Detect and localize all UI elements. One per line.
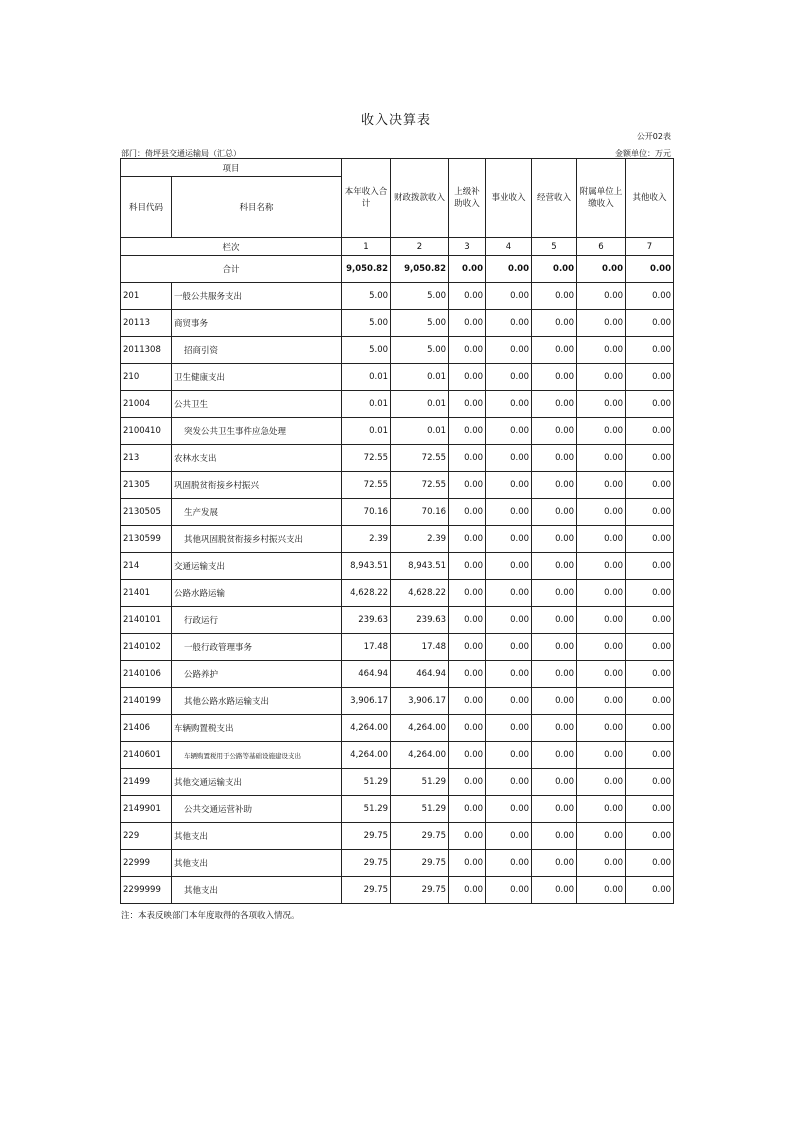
header-col-1: 本年收入合计 bbox=[342, 159, 391, 238]
subject-name: 商贸事务 bbox=[172, 310, 342, 337]
subject-name: 农林水支出 bbox=[172, 445, 342, 472]
subject-name: 其他巩固脱贫衔接乡村振兴支出 bbox=[172, 526, 342, 553]
amount-cell: 0.00 bbox=[577, 715, 626, 742]
amount-cell: 4,264.00 bbox=[391, 742, 449, 769]
subject-name: 车辆购置税用于公路等基础设施建设支出 bbox=[172, 742, 342, 769]
amount-cell: 4,264.00 bbox=[342, 715, 391, 742]
amount-cell: 0.00 bbox=[577, 661, 626, 688]
subject-name: 卫生健康支出 bbox=[172, 364, 342, 391]
amount-cell: 29.75 bbox=[391, 850, 449, 877]
subject-code: 22999 bbox=[121, 850, 172, 877]
amount-cell: 0.00 bbox=[449, 364, 486, 391]
amount-cell: 0.00 bbox=[626, 283, 674, 310]
amount-cell: 0.00 bbox=[486, 337, 532, 364]
table-row bbox=[121, 526, 674, 553]
amount-cell: 0.00 bbox=[532, 526, 577, 553]
page-title: 收入决算表 bbox=[360, 113, 431, 128]
table-row bbox=[121, 850, 674, 877]
amount-cell: 0.00 bbox=[532, 553, 577, 580]
header-col-5: 经营收入 bbox=[532, 159, 577, 238]
amount-cell: 0.00 bbox=[532, 715, 577, 742]
amount-cell: 0.00 bbox=[486, 310, 532, 337]
amount-cell: 0.00 bbox=[449, 769, 486, 796]
index-cell: 4 bbox=[486, 238, 532, 256]
amount-cell: 0.00 bbox=[577, 472, 626, 499]
table-row bbox=[121, 364, 674, 391]
amount-cell: 0.00 bbox=[486, 742, 532, 769]
amount-cell: 0.00 bbox=[532, 499, 577, 526]
amount-cell: 0.00 bbox=[449, 823, 486, 850]
amount-cell: 0.00 bbox=[577, 391, 626, 418]
table-row bbox=[121, 769, 674, 796]
amount-cell: 0.00 bbox=[626, 391, 674, 418]
subject-code: 21499 bbox=[121, 769, 172, 796]
amount-cell: 0.00 bbox=[626, 472, 674, 499]
amount-cell: 3,906.17 bbox=[342, 688, 391, 715]
total-value: 0.00 bbox=[486, 256, 532, 283]
amount-cell: 0.00 bbox=[449, 445, 486, 472]
subject-code: 2140601 bbox=[121, 742, 172, 769]
amount-cell: 0.00 bbox=[577, 850, 626, 877]
table-row bbox=[121, 472, 674, 499]
table-row bbox=[121, 661, 674, 688]
amount-cell: 29.75 bbox=[342, 877, 391, 904]
amount-cell: 0.00 bbox=[577, 607, 626, 634]
subject-code: 213 bbox=[121, 445, 172, 472]
amount-cell: 0.00 bbox=[532, 850, 577, 877]
amount-cell: 5.00 bbox=[342, 337, 391, 364]
amount-cell: 0.00 bbox=[626, 742, 674, 769]
amount-cell: 0.01 bbox=[391, 418, 449, 445]
amount-cell: 0.00 bbox=[532, 337, 577, 364]
amount-cell: 29.75 bbox=[391, 823, 449, 850]
amount-cell: 0.00 bbox=[577, 688, 626, 715]
table-row bbox=[121, 391, 674, 418]
unit-label: 金额单位：万元 bbox=[615, 149, 671, 158]
subject-code: 20113 bbox=[121, 310, 172, 337]
amount-cell: 0.00 bbox=[577, 499, 626, 526]
table-row bbox=[121, 715, 674, 742]
amount-cell: 4,264.00 bbox=[342, 742, 391, 769]
amount-cell: 0.00 bbox=[449, 337, 486, 364]
amount-cell: 0.00 bbox=[626, 796, 674, 823]
subject-code: 214 bbox=[121, 553, 172, 580]
subject-name: 生产发展 bbox=[172, 499, 342, 526]
amount-cell: 0.00 bbox=[577, 634, 626, 661]
subject-name: 其他公路水路运输支出 bbox=[172, 688, 342, 715]
amount-cell: 0.01 bbox=[342, 418, 391, 445]
amount-cell: 0.00 bbox=[449, 418, 486, 445]
total-value: 0.00 bbox=[577, 256, 626, 283]
amount-cell: 0.00 bbox=[449, 796, 486, 823]
amount-cell: 0.00 bbox=[532, 823, 577, 850]
subject-name: 行政运行 bbox=[172, 607, 342, 634]
total-value: 9,050.82 bbox=[391, 256, 449, 283]
amount-cell: 0.00 bbox=[532, 445, 577, 472]
amount-cell: 0.00 bbox=[577, 526, 626, 553]
total-value: 9,050.82 bbox=[342, 256, 391, 283]
amount-cell: 0.00 bbox=[449, 499, 486, 526]
header-code: 科目代码 bbox=[121, 177, 172, 238]
amount-cell: 0.00 bbox=[626, 661, 674, 688]
amount-cell: 239.63 bbox=[391, 607, 449, 634]
subject-name: 公共卫生 bbox=[172, 391, 342, 418]
table-row bbox=[121, 445, 674, 472]
department-label: 部门：倚坪县交通运输局（汇总） bbox=[121, 149, 241, 158]
subject-code: 21305 bbox=[121, 472, 172, 499]
amount-cell: 0.00 bbox=[486, 553, 532, 580]
amount-cell: 0.00 bbox=[532, 472, 577, 499]
amount-cell: 4,264.00 bbox=[391, 715, 449, 742]
amount-cell: 0.00 bbox=[449, 553, 486, 580]
amount-cell: 0.00 bbox=[486, 445, 532, 472]
subject-code: 2140199 bbox=[121, 688, 172, 715]
amount-cell: 0.00 bbox=[486, 634, 532, 661]
index-cell: 2 bbox=[391, 238, 449, 256]
subject-code: 2140102 bbox=[121, 634, 172, 661]
amount-cell: 0.00 bbox=[577, 283, 626, 310]
amount-cell: 0.00 bbox=[486, 499, 532, 526]
subject-name: 一般行政管理事务 bbox=[172, 634, 342, 661]
amount-cell: 0.00 bbox=[532, 688, 577, 715]
form-code: 公开02表 bbox=[636, 132, 671, 141]
table-row bbox=[121, 688, 674, 715]
amount-cell: 239.63 bbox=[342, 607, 391, 634]
amount-cell: 0.00 bbox=[532, 580, 577, 607]
table-note: 注：本表反映部门本年度取得的各项收入情况。 bbox=[121, 911, 300, 921]
subject-name: 招商引资 bbox=[172, 337, 342, 364]
total-label: 合计 bbox=[121, 256, 342, 283]
amount-cell: 0.00 bbox=[626, 499, 674, 526]
table-row bbox=[121, 553, 674, 580]
amount-cell: 464.94 bbox=[342, 661, 391, 688]
amount-cell: 0.00 bbox=[486, 391, 532, 418]
amount-cell: 2.39 bbox=[342, 526, 391, 553]
amount-cell: 70.16 bbox=[391, 499, 449, 526]
amount-cell: 72.55 bbox=[342, 445, 391, 472]
amount-cell: 0.00 bbox=[486, 877, 532, 904]
amount-cell: 0.00 bbox=[486, 472, 532, 499]
amount-cell: 0.00 bbox=[449, 580, 486, 607]
amount-cell: 0.00 bbox=[449, 661, 486, 688]
amount-cell: 0.01 bbox=[342, 364, 391, 391]
amount-cell: 72.55 bbox=[391, 472, 449, 499]
amount-cell: 0.00 bbox=[532, 769, 577, 796]
subject-code: 21004 bbox=[121, 391, 172, 418]
amount-cell: 0.00 bbox=[486, 715, 532, 742]
amount-cell: 0.00 bbox=[449, 850, 486, 877]
amount-cell: 0.00 bbox=[486, 364, 532, 391]
table-row bbox=[121, 580, 674, 607]
subject-code: 2130505 bbox=[121, 499, 172, 526]
amount-cell: 0.01 bbox=[391, 391, 449, 418]
amount-cell: 0.01 bbox=[342, 391, 391, 418]
amount-cell: 51.29 bbox=[391, 769, 449, 796]
amount-cell: 0.00 bbox=[532, 877, 577, 904]
amount-cell: 0.00 bbox=[532, 661, 577, 688]
amount-cell: 0.00 bbox=[626, 634, 674, 661]
amount-cell: 0.00 bbox=[626, 364, 674, 391]
table-row bbox=[121, 337, 674, 364]
subject-name: 其他交通运输支出 bbox=[172, 769, 342, 796]
amount-cell: 0.00 bbox=[449, 310, 486, 337]
amount-cell: 0.00 bbox=[532, 742, 577, 769]
amount-cell: 0.00 bbox=[626, 553, 674, 580]
amount-cell: 0.00 bbox=[449, 715, 486, 742]
subject-code: 2140101 bbox=[121, 607, 172, 634]
amount-cell: 0.00 bbox=[486, 661, 532, 688]
subject-code: 21401 bbox=[121, 580, 172, 607]
subject-name: 一般公共服务支出 bbox=[172, 283, 342, 310]
amount-cell: 0.00 bbox=[626, 580, 674, 607]
amount-cell: 0.00 bbox=[626, 715, 674, 742]
index-cell: 1 bbox=[342, 238, 391, 256]
amount-cell: 17.48 bbox=[391, 634, 449, 661]
amount-cell: 51.29 bbox=[342, 796, 391, 823]
table-row bbox=[121, 607, 674, 634]
header-col-2: 财政拨款收入 bbox=[391, 159, 449, 238]
subject-name: 突发公共卫生事件应急处理 bbox=[172, 418, 342, 445]
amount-cell: 4,628.22 bbox=[342, 580, 391, 607]
amount-cell: 72.55 bbox=[342, 472, 391, 499]
amount-cell: 72.55 bbox=[391, 445, 449, 472]
amount-cell: 0.01 bbox=[391, 364, 449, 391]
amount-cell: 0.00 bbox=[577, 877, 626, 904]
amount-cell: 0.00 bbox=[486, 769, 532, 796]
amount-cell: 0.00 bbox=[577, 310, 626, 337]
amount-cell: 0.00 bbox=[577, 364, 626, 391]
amount-cell: 0.00 bbox=[449, 688, 486, 715]
amount-cell: 0.00 bbox=[486, 688, 532, 715]
amount-cell: 0.00 bbox=[486, 607, 532, 634]
table-row bbox=[121, 310, 674, 337]
amount-cell: 0.00 bbox=[449, 391, 486, 418]
amount-cell: 0.00 bbox=[577, 445, 626, 472]
amount-cell: 0.00 bbox=[577, 553, 626, 580]
amount-cell: 51.29 bbox=[391, 796, 449, 823]
amount-cell: 0.00 bbox=[626, 850, 674, 877]
index-cell: 7 bbox=[626, 238, 674, 256]
amount-cell: 70.16 bbox=[342, 499, 391, 526]
amount-cell: 0.00 bbox=[449, 877, 486, 904]
subject-name: 交通运输支出 bbox=[172, 553, 342, 580]
amount-cell: 0.00 bbox=[449, 526, 486, 553]
amount-cell: 0.00 bbox=[532, 607, 577, 634]
amount-cell: 0.00 bbox=[532, 418, 577, 445]
subject-code: 2100410 bbox=[121, 418, 172, 445]
amount-cell: 0.00 bbox=[449, 472, 486, 499]
subject-name: 公共交通运营补助 bbox=[172, 796, 342, 823]
subject-name: 车辆购置税支出 bbox=[172, 715, 342, 742]
amount-cell: 0.00 bbox=[449, 634, 486, 661]
index-cell: 5 bbox=[532, 238, 577, 256]
subject-code: 229 bbox=[121, 823, 172, 850]
amount-cell: 0.00 bbox=[486, 850, 532, 877]
amount-cell: 3,906.17 bbox=[391, 688, 449, 715]
table-row bbox=[121, 499, 674, 526]
amount-cell: 0.00 bbox=[626, 823, 674, 850]
index-cell: 6 bbox=[577, 238, 626, 256]
amount-cell: 4,628.22 bbox=[391, 580, 449, 607]
index-cell: 3 bbox=[449, 238, 486, 256]
subject-code: 2130599 bbox=[121, 526, 172, 553]
amount-cell: 0.00 bbox=[577, 418, 626, 445]
table-row bbox=[121, 742, 674, 769]
amount-cell: 0.00 bbox=[626, 526, 674, 553]
amount-cell: 8,943.51 bbox=[342, 553, 391, 580]
amount-cell: 29.75 bbox=[342, 850, 391, 877]
header-col-3: 上级补助收入 bbox=[449, 159, 486, 238]
amount-cell: 0.00 bbox=[577, 823, 626, 850]
header-col-4: 事业收入 bbox=[486, 159, 532, 238]
header-name: 科目名称 bbox=[172, 177, 342, 238]
subject-code: 2299999 bbox=[121, 877, 172, 904]
amount-cell: 464.94 bbox=[391, 661, 449, 688]
subject-code: 21406 bbox=[121, 715, 172, 742]
table-row bbox=[121, 796, 674, 823]
subject-name: 公路水路运输 bbox=[172, 580, 342, 607]
amount-cell: 5.00 bbox=[391, 283, 449, 310]
amount-cell: 5.00 bbox=[342, 310, 391, 337]
amount-cell: 0.00 bbox=[577, 337, 626, 364]
amount-cell: 5.00 bbox=[391, 310, 449, 337]
amount-cell: 29.75 bbox=[342, 823, 391, 850]
amount-cell: 0.00 bbox=[449, 607, 486, 634]
table-row bbox=[121, 877, 674, 904]
amount-cell: 0.00 bbox=[486, 580, 532, 607]
amount-cell: 0.00 bbox=[486, 418, 532, 445]
subject-name: 其他支出 bbox=[172, 877, 342, 904]
table-row bbox=[121, 283, 674, 310]
amount-cell: 0.00 bbox=[626, 418, 674, 445]
amount-cell: 0.00 bbox=[626, 310, 674, 337]
table-row bbox=[121, 418, 674, 445]
amount-cell: 51.29 bbox=[342, 769, 391, 796]
amount-cell: 0.00 bbox=[626, 688, 674, 715]
amount-cell: 29.75 bbox=[391, 877, 449, 904]
total-value: 0.00 bbox=[532, 256, 577, 283]
amount-cell: 8,943.51 bbox=[391, 553, 449, 580]
amount-cell: 0.00 bbox=[532, 634, 577, 661]
amount-cell: 0.00 bbox=[486, 796, 532, 823]
table-row bbox=[121, 823, 674, 850]
subject-name: 公路养护 bbox=[172, 661, 342, 688]
amount-cell: 17.48 bbox=[342, 634, 391, 661]
amount-cell: 0.00 bbox=[449, 283, 486, 310]
total-value: 0.00 bbox=[449, 256, 486, 283]
amount-cell: 0.00 bbox=[577, 742, 626, 769]
amount-cell: 0.00 bbox=[577, 769, 626, 796]
amount-cell: 0.00 bbox=[626, 445, 674, 472]
amount-cell: 0.00 bbox=[486, 283, 532, 310]
amount-cell: 0.00 bbox=[532, 391, 577, 418]
header-col-6: 附属单位上缴收入 bbox=[577, 159, 626, 238]
amount-cell: 0.00 bbox=[626, 337, 674, 364]
amount-cell: 5.00 bbox=[391, 337, 449, 364]
amount-cell: 0.00 bbox=[577, 580, 626, 607]
income-table bbox=[120, 158, 674, 904]
amount-cell: 0.00 bbox=[532, 364, 577, 391]
amount-cell: 0.00 bbox=[532, 283, 577, 310]
subject-code: 2011308 bbox=[121, 337, 172, 364]
table-row bbox=[121, 634, 674, 661]
amount-cell: 0.00 bbox=[486, 823, 532, 850]
subject-code: 210 bbox=[121, 364, 172, 391]
amount-cell: 0.00 bbox=[626, 607, 674, 634]
index-label: 栏次 bbox=[121, 238, 342, 256]
amount-cell: 0.00 bbox=[449, 742, 486, 769]
amount-cell: 0.00 bbox=[626, 769, 674, 796]
subject-code: 2140106 bbox=[121, 661, 172, 688]
total-row bbox=[121, 256, 674, 283]
subject-name: 巩固脱贫衔接乡村振兴 bbox=[172, 472, 342, 499]
total-value: 0.00 bbox=[626, 256, 674, 283]
amount-cell: 0.00 bbox=[532, 310, 577, 337]
subject-code: 201 bbox=[121, 283, 172, 310]
header-col-7: 其他收入 bbox=[626, 159, 674, 238]
amount-cell: 0.00 bbox=[577, 796, 626, 823]
subject-code: 2149901 bbox=[121, 796, 172, 823]
amount-cell: 5.00 bbox=[342, 283, 391, 310]
header-item: 项目 bbox=[121, 159, 342, 177]
subject-name: 其他支出 bbox=[172, 850, 342, 877]
subject-name: 其他支出 bbox=[172, 823, 342, 850]
amount-cell: 2.39 bbox=[391, 526, 449, 553]
amount-cell: 0.00 bbox=[626, 877, 674, 904]
amount-cell: 0.00 bbox=[486, 526, 532, 553]
amount-cell: 0.00 bbox=[532, 796, 577, 823]
